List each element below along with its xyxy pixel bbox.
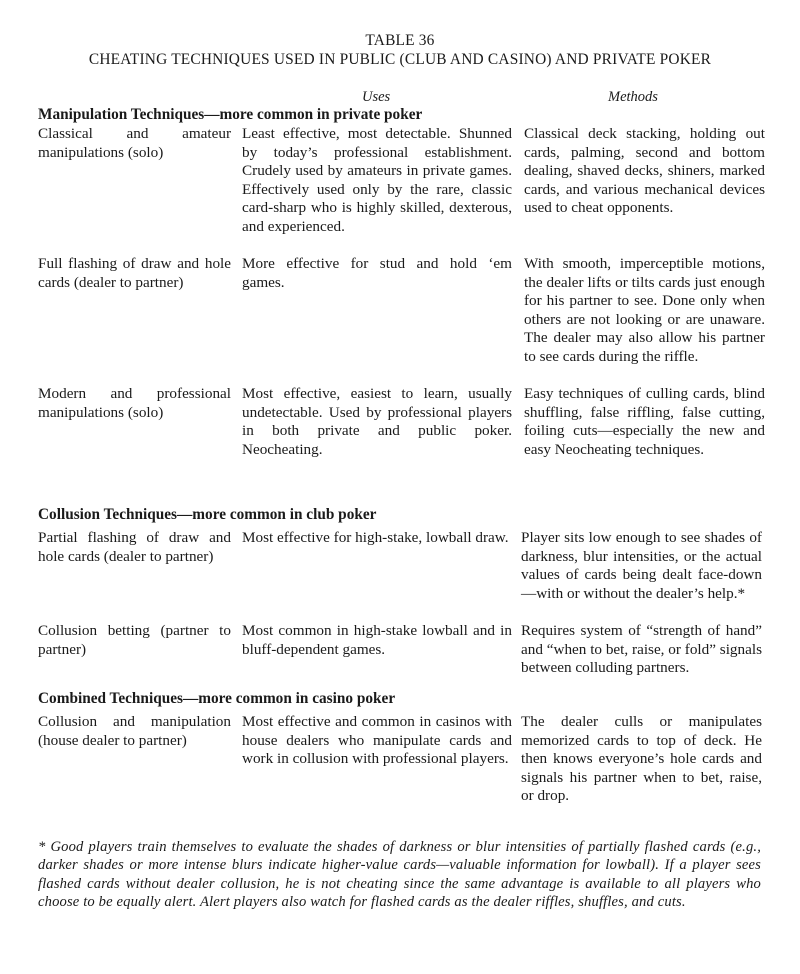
table-title-block [0, 31, 800, 69]
column-header-methods: Methods [608, 89, 658, 105]
methods-cell: The dealer culls or manipulates memorized cards to top of deck. He then knows everyone’s hole cards and signals his partner when to bet, raise, or drop. [521, 713, 762, 805]
methods-cell: Classical deck stacking, holding out cards, palming, second and bottom dealing, shaved decks, shiners, marked cards, and various mechanical devices used to cheat opponents. [524, 125, 765, 217]
table-number: TABLE 36 [365, 32, 435, 49]
uses-cell: Least effective, most detectable. Shunned by today’s professional establishment. Crudely used by amateurs in private games. Effectively used only by the rare, classic card-sharp who is highly skilled, dexterous, and experienced. [242, 125, 512, 235]
uses-cell: More effective for stud and hold ‘em games. [242, 255, 512, 291]
uses-cell: Most effective, easiest to learn, usually undetectable. Used by professional players in both private and public poker. Neocheating. [242, 385, 512, 458]
technique-cell: Partial flashing of draw and hole cards (dealer to partner) [38, 529, 231, 565]
methods-cell: Requires system of “strength of hand” and “when to bet, raise, or fold” signals between colluding partners. [521, 622, 762, 677]
column-header-uses: Uses [362, 89, 391, 105]
section-heading-manipulation: Manipulation Techniques—more common in private poker [38, 106, 423, 123]
footnote: * Good players train themselves to evaluate the shades of darkness or blur intensities of partially flashed cards (e.g., darker shades or more intense blurs indicate higher-value cards—valuable information for lowball). If a player sees flashed cards without dealer collusion, he is not cheating since the same advantage is available to all players who choose to be equally alert. Alert players also watch for flashed cards as the dealer riffles, shuffles, and cuts. [38, 839, 761, 911]
methods-cell: Easy techniques of culling cards, blind shuffling, false riffling, false cutting, foiling cuts—especially the new and easy Neocheating techniques. [524, 385, 765, 458]
technique-cell: Modern and professional manipulations (solo) [38, 385, 231, 421]
table-title: CHEATING TECHNIQUES USED IN PUBLIC (CLUB AND CASINO) AND PRIVATE POKER [88, 51, 712, 68]
methods-cell: Player sits low enough to see shades of darkness, blur intensities, or the actual values of cards being dealt face-down—with or without the dealer’s help.* [521, 529, 762, 602]
technique-cell: Collusion and manipulation (house dealer to partner) [38, 713, 231, 749]
section-heading-combined: Combined Techniques—more common in casino poker [38, 690, 396, 707]
section-heading-collusion: Collusion Techniques—more common in club poker [38, 506, 377, 523]
uses-cell: Most common in high-stake lowball and in bluff-dependent games. [242, 622, 512, 658]
technique-cell: Full flashing of draw and hole cards (dealer to partner) [38, 255, 231, 291]
technique-cell: Classical and amateur manipulations (solo) [38, 125, 231, 161]
uses-cell: Most effective for high-stake, lowball draw. [242, 529, 509, 546]
technique-cell: Collusion betting (partner to partner) [38, 622, 231, 658]
uses-cell: Most effective and common in casinos with house dealers who manipulate cards and work in collusion with professional players. [242, 713, 512, 768]
column-headers [0, 88, 800, 107]
methods-cell: With smooth, imperceptible motions, the dealer lifts or tilts cards just enough for his partner to see. Done only when others are not looking or are unaware. The dealer may also allow his partner to see cards during the riffle. [524, 255, 765, 365]
